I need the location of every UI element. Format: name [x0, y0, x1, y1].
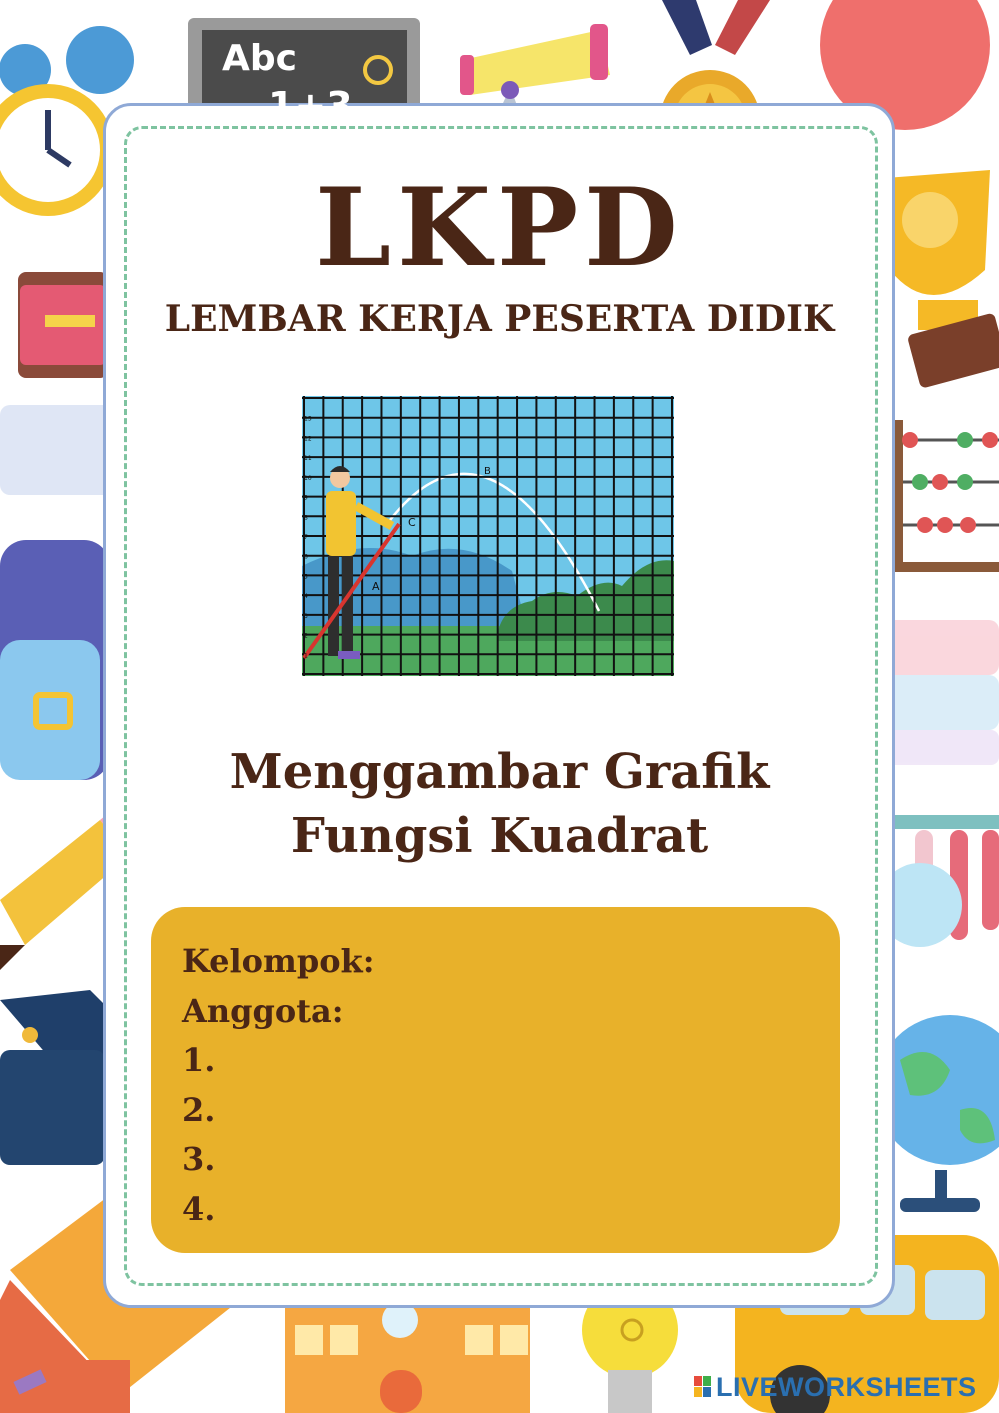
abacus-icon — [885, 420, 999, 572]
member-item-4: 4. — [182, 1189, 216, 1228]
graph-grid — [302, 396, 674, 676]
y-tick-label: 12 — [304, 435, 312, 443]
page-subtitle: LEMBAR KERJA PESERTA DIDIK — [164, 298, 835, 340]
y-tick-label: 6 — [304, 553, 308, 561]
member-item-2: 2. — [182, 1090, 216, 1129]
y-tick-label: 1 — [304, 652, 308, 660]
y-tick-label: 9 — [304, 494, 308, 502]
y-tick-label: 13 — [304, 415, 312, 423]
chalkboard-text-sum: 1+3 — [268, 84, 353, 128]
chalkboard-text-abc: Abc — [222, 38, 297, 79]
y-tick-label: 7 — [304, 534, 308, 541]
liveworksheets-logo-icon — [694, 1376, 712, 1398]
members-label: Anggota: — [182, 991, 344, 1030]
group-info-box — [151, 907, 840, 1253]
y-tick-label: 3 — [304, 612, 308, 620]
y-tick-label: 10 — [304, 474, 312, 482]
y-tick-label: 2 — [304, 632, 308, 640]
member-item-3: 3. — [182, 1140, 216, 1178]
watermark-text: LIVEWORKSHEETS — [716, 1372, 977, 1402]
worksheet-title — [0, 740, 999, 868]
worksheet-title-line2: Fungsi Kuadrat — [290, 808, 709, 864]
group-label: Kelompok: — [182, 942, 375, 980]
y-tick-label: 4 — [304, 593, 308, 601]
point-b-label: B — [484, 466, 491, 477]
worksheet-title-line1: Menggambar Grafik — [229, 744, 770, 800]
y-tick-label: 8 — [304, 514, 308, 522]
y-tick-label: 11 — [304, 455, 312, 463]
member-item-1: 1. — [182, 1041, 216, 1079]
point-a-label: A — [372, 580, 380, 593]
parabola-graph-illustration — [302, 396, 674, 686]
point-c-label: C — [408, 516, 416, 529]
page-title: LKPD — [315, 165, 684, 291]
y-tick-label: 5 — [304, 573, 308, 581]
